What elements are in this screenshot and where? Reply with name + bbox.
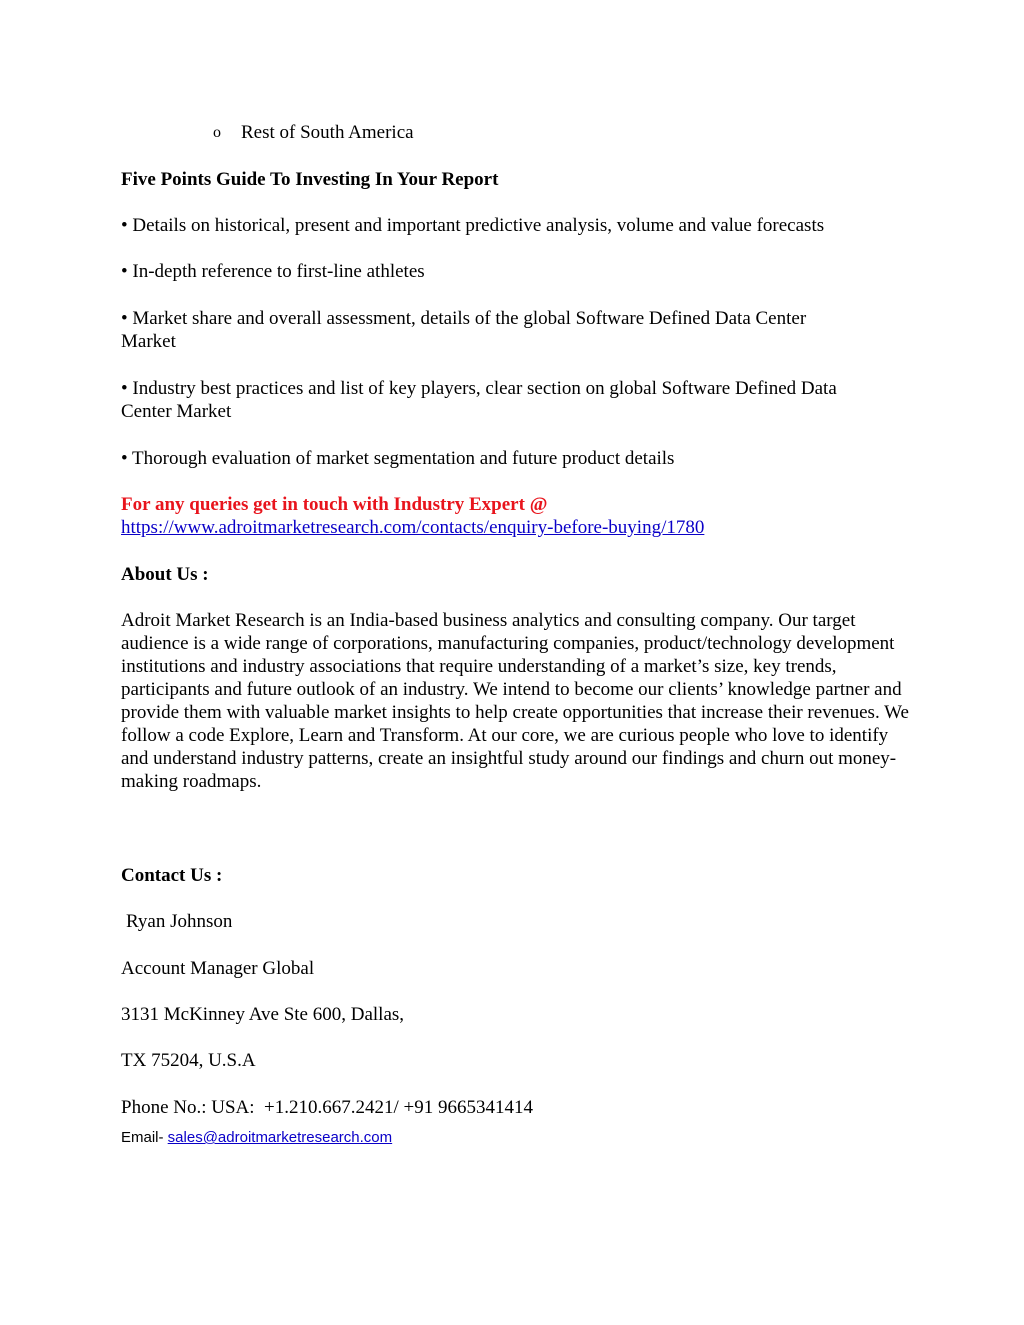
guide-point-2: • In-depth reference to first-line athletes xyxy=(121,261,425,282)
guide-point-5: • Thorough evaluation of market segmentation and future product details xyxy=(121,448,675,469)
guide-point-3: • Market share and overall assessment, details of the global Software Defined Data Center Market xyxy=(121,308,807,352)
contact-name: Ryan Johnson xyxy=(126,911,233,932)
contact-heading: Contact Us : xyxy=(121,865,223,886)
contact-title: Account Manager Global xyxy=(121,958,315,979)
contact-address-line1: 3131 McKinney Ave Ste 600, Dallas, xyxy=(121,1004,405,1025)
contact-address-line2: TX 75204, U.S.A xyxy=(121,1050,256,1071)
queries-callout: For any queries get in touch with Industry Expert @ xyxy=(121,494,548,515)
guide-point-4: • Industry best practices and list of key players, clear section on global Software Defined Data Center Market xyxy=(121,378,837,422)
about-body: Adroit Market Research is an India-based business analytics and consulting company. Our target audience is a wide range of corporations, manufacturing companies, product/technology development institutions and industry associations that require understanding of a market’s size, key trends, participants and future outlook of an industry. We intend to become our clients’ knowledge partner and provide them with valuable market insights to help create opportunities that increase their revenues. We follow a code Explore, Learn and Transform. At our core, we are curious people who love to identify and understand industry patterns, create an insightful study around our findings and churn out money-making roadmaps. xyxy=(121,610,909,792)
sub-bullet-marker: o xyxy=(213,124,221,141)
about-heading: About Us : xyxy=(121,564,209,585)
contact-email-row xyxy=(121,1128,392,1148)
contact-phone: Phone No.: USA: +1.210.667.2421/ +91 9665341414 xyxy=(121,1097,533,1118)
enquiry-link[interactable]: https://www.adroitmarketresearch.com/contacts/enquiry-before-buying/1780 xyxy=(121,517,705,538)
guide-heading: Five Points Guide To Investing In Your Report xyxy=(121,169,499,190)
region-item-text: Rest of South America xyxy=(241,122,414,143)
email-link[interactable]: sales@adroitmarketresearch.com xyxy=(167,1129,393,1146)
email-label: Email- xyxy=(121,1129,168,1146)
guide-point-1: • Details on historical, present and important predictive analysis, volume and value forecasts xyxy=(121,215,825,236)
